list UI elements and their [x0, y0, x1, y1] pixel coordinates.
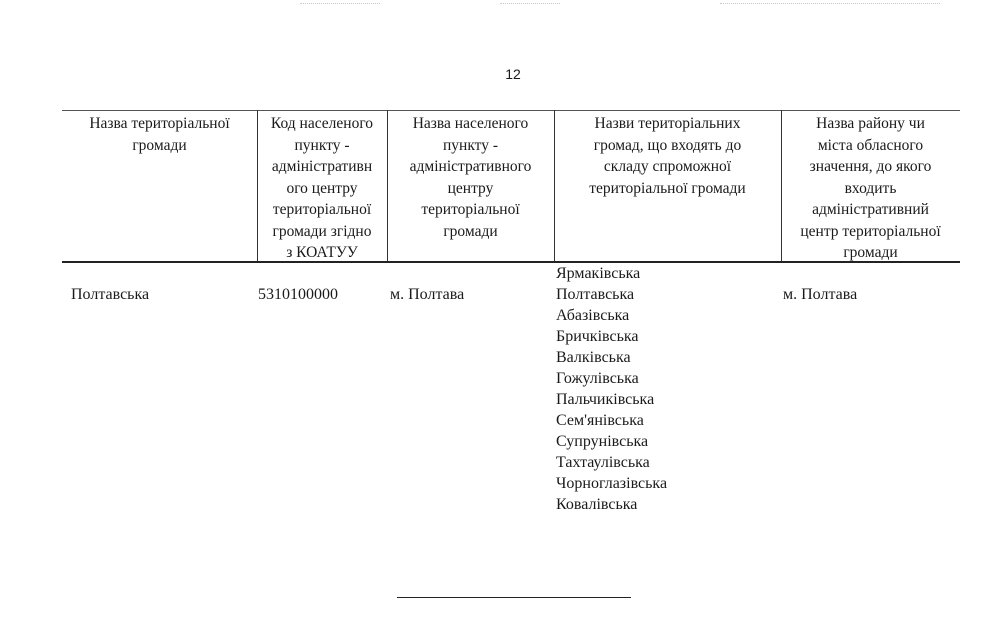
- header-line: Назви територіальних: [594, 115, 741, 132]
- header-line: складу спроможної: [603, 158, 732, 175]
- header-line: адміністративний: [812, 201, 929, 218]
- header-line: входить: [844, 179, 897, 197]
- list-item: Валківська: [556, 349, 631, 366]
- cell-member-communities: [556, 263, 667, 515]
- header-line: центру: [447, 179, 494, 197]
- header-line: Код населеного: [270, 115, 374, 132]
- list-item: Сем'янівська: [556, 412, 644, 429]
- end-of-table-rule: [397, 597, 631, 598]
- cell-admin-center: м. Полтава: [390, 286, 465, 303]
- list-item: Гожулівська: [556, 370, 639, 387]
- list-item: Полтавська: [556, 286, 635, 303]
- list-item: Супрунівська: [556, 433, 649, 450]
- list-item: Ковалівська: [556, 496, 638, 513]
- list-item: Тахтаулівська: [556, 454, 650, 471]
- list-item: Чорноглазівська: [556, 475, 668, 492]
- header-line: міста обласного: [817, 136, 924, 154]
- header-line: центр територіальної: [800, 222, 941, 240]
- list-item: Пальчиківська: [556, 391, 655, 408]
- header-koatuu-code: [257, 113, 387, 264]
- header-line: адміністративн: [271, 158, 373, 175]
- cell-koatuu-code: 5310100000: [258, 286, 338, 303]
- cell-community-name: Полтавська: [71, 286, 150, 303]
- header-community-name: [62, 113, 257, 156]
- list-item: Ярмаківська: [556, 265, 641, 282]
- header-line: пункту -: [294, 136, 350, 154]
- header-line: громади: [132, 136, 187, 154]
- header-district: [781, 113, 960, 264]
- communities-table: [62, 110, 960, 263]
- header-line: громади згідно: [272, 222, 372, 240]
- header-line: з КОАТУУ: [286, 244, 358, 261]
- table-header-rule: [62, 261, 960, 263]
- scan-artifact-right: [720, 3, 940, 5]
- page-number: 12: [505, 66, 521, 82]
- table-top-rule: [62, 110, 960, 111]
- header-line: адміністративного: [409, 158, 532, 175]
- header-admin-center: [387, 113, 554, 242]
- scan-artifact-center: [500, 3, 560, 5]
- list-item: Бричківська: [556, 328, 639, 345]
- list-item: Абазівська: [556, 307, 630, 324]
- header-line: громади: [843, 244, 898, 261]
- header-line: Назва населеного: [412, 115, 529, 132]
- header-line: громад, що входять до: [593, 136, 742, 154]
- header-line: територіальної: [421, 201, 520, 218]
- header-line: територіальної громади: [589, 179, 746, 197]
- header-line: Назва територіальної: [89, 115, 230, 132]
- header-line: ого центру: [286, 179, 358, 197]
- header-line: значення, до якого: [809, 158, 932, 175]
- cell-district: м. Полтава: [783, 286, 858, 303]
- header-line: пункту -: [442, 136, 499, 154]
- header-line: громади: [443, 222, 498, 240]
- header-member-communities: [554, 113, 781, 199]
- header-line: Назва району чи: [816, 115, 925, 132]
- header-line: територіальної: [272, 201, 372, 218]
- scan-artifact-left: [300, 3, 380, 5]
